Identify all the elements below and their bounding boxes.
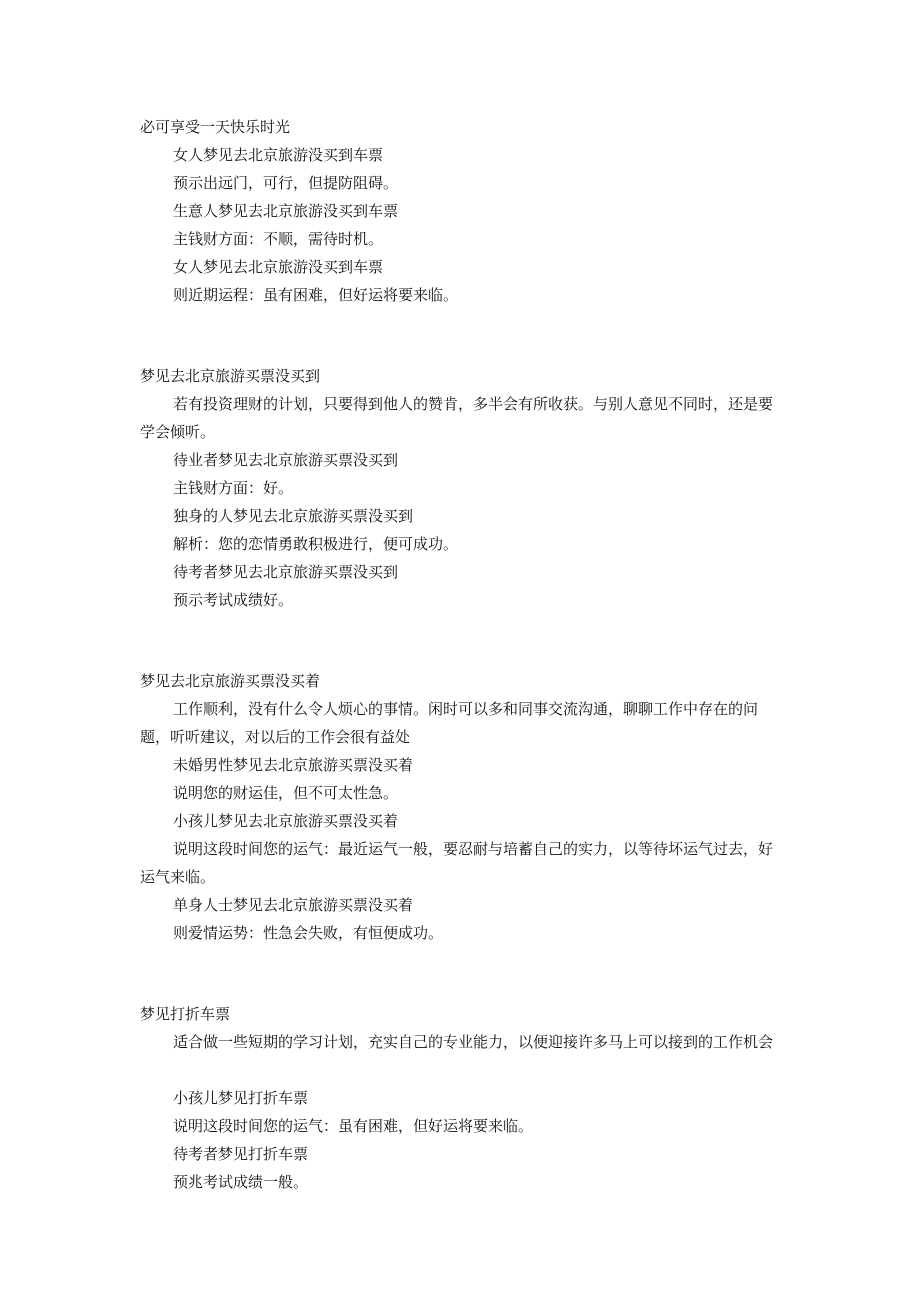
text-line: 说明您的财运佳，但不可太性急。 [173,784,399,802]
text-line: 女人梦见去北京旅游没买到车票 [173,258,384,276]
text-line: 未婚男性梦见去北京旅游买票没买着 [173,756,414,774]
text-line: 待考者梦见打折车票 [173,1145,309,1163]
body-paragraph: 说明这段时间您的运气：最近运气一般，要忍耐与培蓄自己的实力，以等待坏运气过去，好运气来临。 [140,840,774,886]
text-line: 独身的人梦见去北京旅游买票没买到 [173,507,414,525]
text-line: 待业者梦见去北京旅游买票没买到 [173,451,399,469]
text-line: 小孩儿梦见去北京旅游买票没买着 [173,812,399,830]
section-heading: 梦见打折车票 [140,1005,231,1023]
text-line: 则爱情运势：性急会失败，有恒便成功。 [173,924,444,942]
text-line: 解析：您的恋情勇敢积极进行，便可成功。 [173,535,459,553]
section-heading: 必可享受一天快乐时光 [140,118,291,136]
section-heading: 梦见去北京旅游买票没买着 [140,672,321,690]
text-line: 预示出远门，可行，但提防阻碍。 [173,174,399,192]
text-line: 小孩儿梦见打折车票 [173,1089,309,1107]
text-line: 主钱财方面：好。 [173,479,294,497]
body-paragraph: 适合做一些短期的学习计划，充实自己的专业能力，以便迎接许多马上可以接到的工作机会 [173,1033,774,1051]
text-line: 生意人梦见去北京旅游没买到车票 [173,202,399,220]
text-line: 说明这段时间您的运气：虽有困难，但好运将要来临。 [173,1117,534,1135]
body-paragraph: 工作顺利，没有什么令人烦心的事情。闲时可以多和同事交流沟通，聊聊工作中存在的问题，听听建议，对以后的工作会很有益处 [140,700,759,746]
section-heading: 梦见去北京旅游买票没买到 [140,367,321,385]
text-line: 主钱财方面：不顺，需待时机。 [173,230,384,248]
text-line: 预兆考试成绩一般。 [173,1173,309,1191]
text-line: 则近期运程：虽有困难，但好运将要来临。 [173,286,459,304]
text-line: 单身人士梦见去北京旅游买票没买着 [173,896,414,914]
text-line: 预示考试成绩好。 [173,591,294,609]
text-line: 待考者梦见去北京旅游买票没买到 [173,563,399,581]
text-line: 女人梦见去北京旅游没买到车票 [173,146,384,164]
body-paragraph: 若有投资理财的计划，只要得到他人的赞肯，多半会有所收获。与别人意见不同时，还是要学会倾听。 [140,395,774,441]
